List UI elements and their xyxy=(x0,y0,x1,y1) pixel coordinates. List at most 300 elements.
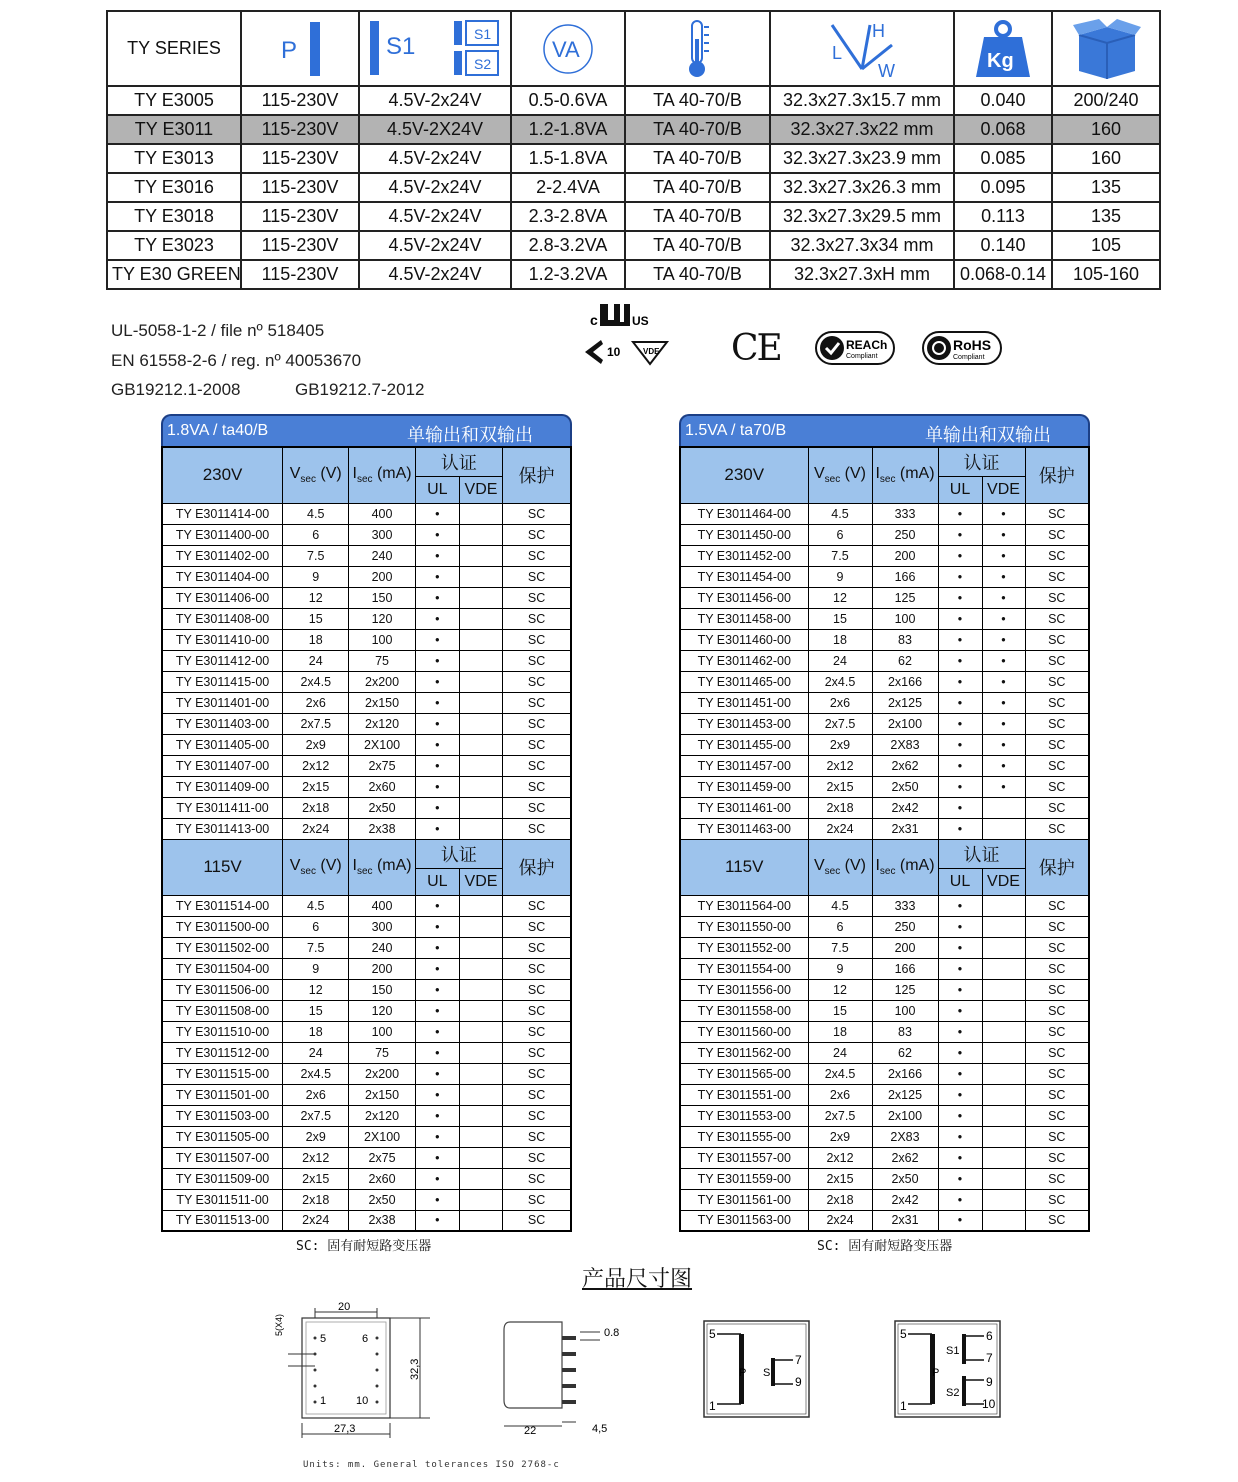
table-cell: TY E3011412-00 xyxy=(162,650,283,671)
table-cell: • xyxy=(982,671,1025,692)
table-cell: SC xyxy=(1025,818,1089,839)
table-row xyxy=(162,587,571,608)
side-view-drawing xyxy=(490,1310,630,1440)
table-cell: 2x9 xyxy=(808,1126,872,1147)
table-cell: SC xyxy=(1025,979,1089,1000)
table-cell: • xyxy=(938,545,982,566)
dimension-title: 产品尺寸图 xyxy=(582,1267,693,1292)
table-row xyxy=(680,916,1089,937)
series-cell: 1.5-1.8VA xyxy=(511,144,625,173)
sch1-pin-7: 7 xyxy=(795,1353,802,1367)
dim-side-depth: 22 xyxy=(524,1425,537,1437)
table-cell: 9 xyxy=(808,958,872,979)
table-cell: 2x18 xyxy=(808,797,872,818)
table-cell: TY E3011513-00 xyxy=(162,1210,283,1231)
ul-recognized-icon xyxy=(588,300,658,330)
standard-gb1: GB19212.1-2008 xyxy=(111,380,241,399)
table-cell: • xyxy=(938,979,982,1000)
table-cell: • xyxy=(938,587,982,608)
table-cell: SC xyxy=(503,608,571,629)
table-cell xyxy=(459,1189,502,1210)
cert-header: 认证 xyxy=(938,839,1025,868)
table-cell: 24 xyxy=(283,650,349,671)
table-cell: • xyxy=(938,671,982,692)
table-cell: • xyxy=(415,916,459,937)
pin-5-label: 5 xyxy=(320,1333,327,1345)
table-cell: 125 xyxy=(872,979,938,1000)
series-table xyxy=(106,10,1161,290)
table-cell: SC xyxy=(1025,608,1089,629)
table-cell: TY E3011562-00 xyxy=(680,1042,808,1063)
series-cell: 115-230V xyxy=(241,260,359,289)
table-cell: TY E3011505-00 xyxy=(162,1126,283,1147)
enec-vde-icon xyxy=(583,336,673,366)
table-cell: • xyxy=(415,818,459,839)
table-cell: SC xyxy=(503,1126,571,1147)
table-cell: TY E3011411-00 xyxy=(162,797,283,818)
table-cell: 2x24 xyxy=(808,818,872,839)
sch2-primary-label: P xyxy=(932,1367,940,1379)
table-cell: SC xyxy=(503,545,571,566)
series-cell: 4.5V-2x24V xyxy=(359,260,511,289)
table-row xyxy=(680,776,1089,797)
table-cell: • xyxy=(982,503,1025,524)
table-cell: • xyxy=(415,1000,459,1021)
ul-header: UL xyxy=(415,868,459,895)
series-cell: 105-160 xyxy=(1052,260,1160,289)
table-cell: SC xyxy=(503,1084,571,1105)
product-table-title xyxy=(679,414,1090,446)
table-cell: 240 xyxy=(349,937,415,958)
table-cell: TY E3011556-00 xyxy=(680,979,808,1000)
table-cell: • xyxy=(982,629,1025,650)
product-table-left xyxy=(161,414,572,1232)
table-cell: SC xyxy=(503,1105,571,1126)
table-cell: SC xyxy=(1025,587,1089,608)
table-cell: • xyxy=(938,1147,982,1168)
table-cell: 2X83 xyxy=(872,1126,938,1147)
secondary-dual-label-2: S2 xyxy=(474,55,492,72)
table-cell: TY E3011456-00 xyxy=(680,587,808,608)
table-cell: SC xyxy=(1025,895,1089,916)
table-cell xyxy=(459,650,502,671)
table-cell xyxy=(459,566,502,587)
table-row xyxy=(162,1021,571,1042)
table-row xyxy=(680,1189,1089,1210)
table-cell: • xyxy=(938,629,982,650)
table-cell xyxy=(982,1021,1025,1042)
table-cell: • xyxy=(415,776,459,797)
vsec-header xyxy=(808,839,872,895)
pin-6-label: 6 xyxy=(362,1333,369,1345)
table-cell: SC xyxy=(1025,629,1089,650)
table-cell xyxy=(459,979,502,1000)
table-cell: • xyxy=(415,566,459,587)
table-cell: TY E3011510-00 xyxy=(162,1021,283,1042)
table-cell: 6 xyxy=(808,916,872,937)
isec-unit: (mA) xyxy=(372,856,412,874)
series-cell: TY E3016 xyxy=(107,173,241,202)
series-cell: 115-230V xyxy=(241,173,359,202)
table-cell: SC xyxy=(503,713,571,734)
table-row xyxy=(680,979,1089,1000)
table-cell: 2x62 xyxy=(872,755,938,776)
table-cell: 2x7.5 xyxy=(283,1105,349,1126)
table-cell: 2x18 xyxy=(283,797,349,818)
table-row xyxy=(680,671,1089,692)
table-row xyxy=(680,1168,1089,1189)
table-cell: SC xyxy=(503,566,571,587)
table-cell: • xyxy=(415,524,459,545)
table-cell: • xyxy=(982,524,1025,545)
table-cell: • xyxy=(938,503,982,524)
table-cell: • xyxy=(938,1210,982,1231)
table-cell: SC xyxy=(503,1189,571,1210)
table-cell: TY E3011565-00 xyxy=(680,1063,808,1084)
voltage-header: 115V xyxy=(162,839,283,895)
table-cell xyxy=(459,1168,502,1189)
series-cell: 32.3x27.3x23.9 mm xyxy=(770,144,954,173)
sch1-pin-9: 9 xyxy=(795,1375,802,1389)
table-row xyxy=(680,566,1089,587)
table-cell: SC xyxy=(1025,776,1089,797)
table-cell: 4.5 xyxy=(808,503,872,524)
table-cell: 12 xyxy=(808,979,872,1000)
secondary-winding-icon xyxy=(370,19,500,79)
table-cell: • xyxy=(938,776,982,797)
table-cell: TY E3011514-00 xyxy=(162,895,283,916)
table-cell: • xyxy=(938,958,982,979)
table-cell: SC xyxy=(503,1021,571,1042)
table-cell: TY E3011554-00 xyxy=(680,958,808,979)
table-cell: 2x6 xyxy=(808,692,872,713)
table-cell: 240 xyxy=(349,545,415,566)
table-cell: SC xyxy=(503,503,571,524)
vde-header: VDE xyxy=(982,476,1025,503)
series-row xyxy=(107,202,1160,231)
table-cell: TY E3011402-00 xyxy=(162,545,283,566)
vsec-subscript: sec xyxy=(824,474,841,486)
table-cell: 200 xyxy=(872,545,938,566)
table-cell: 2x150 xyxy=(349,1084,415,1105)
secondary-single-label: S1 xyxy=(386,32,416,60)
table-row xyxy=(162,1126,571,1147)
table-cell: SC xyxy=(503,524,571,545)
table-cell: TY E3011500-00 xyxy=(162,916,283,937)
table-cell: SC xyxy=(1025,1021,1089,1042)
table-cell xyxy=(459,734,502,755)
table-cell: 2x6 xyxy=(808,1084,872,1105)
table-cell: 150 xyxy=(349,979,415,1000)
table-cell: 400 xyxy=(349,895,415,916)
table-note-right: SC: 固有耐短路变压器 xyxy=(817,1239,953,1254)
table-cell xyxy=(459,1042,502,1063)
table-cell: • xyxy=(415,734,459,755)
cert-header: 认证 xyxy=(415,839,502,868)
header-row xyxy=(680,839,1089,868)
table-cell: 2X83 xyxy=(872,734,938,755)
table-row xyxy=(162,545,571,566)
series-cell: 0.068 xyxy=(954,115,1052,144)
table-cell: 2x38 xyxy=(349,818,415,839)
vsec-unit: (V) xyxy=(840,465,866,483)
table-cell: 18 xyxy=(283,629,349,650)
vsec-header xyxy=(808,447,872,503)
table-cell: 2x50 xyxy=(872,776,938,797)
isec-subscript: sec xyxy=(879,474,896,486)
table-cell: 9 xyxy=(283,958,349,979)
table-cell: 166 xyxy=(872,958,938,979)
table-cell: 6 xyxy=(808,524,872,545)
table-cell: 2x7.5 xyxy=(283,713,349,734)
table-cell: 2x50 xyxy=(349,797,415,818)
table-row xyxy=(680,650,1089,671)
table-cell xyxy=(982,797,1025,818)
rohs-sub: Compliant xyxy=(953,354,985,361)
series-cell: 160 xyxy=(1052,144,1160,173)
table-cell: 120 xyxy=(349,1000,415,1021)
table-row xyxy=(162,692,571,713)
table-cell: • xyxy=(415,937,459,958)
table-cell: 18 xyxy=(808,1021,872,1042)
table-row xyxy=(680,734,1089,755)
standard-ul: UL-5058-1-2 / file nº 518405 xyxy=(111,321,325,340)
table-row xyxy=(680,1042,1089,1063)
table-cell: 400 xyxy=(349,503,415,524)
table-cell: SC xyxy=(503,776,571,797)
voltage-header: 230V xyxy=(680,447,808,503)
table-cell: • xyxy=(982,734,1025,755)
isec-subscript: sec xyxy=(879,866,896,878)
series-cell: TY E30 GREEN xyxy=(107,260,241,289)
table-cell: • xyxy=(415,545,459,566)
table-row xyxy=(162,755,571,776)
series-cell: 105 xyxy=(1052,231,1160,260)
table-cell: 4.5 xyxy=(283,895,349,916)
isec-subscript: sec xyxy=(356,474,373,486)
table-cell: TY E3011558-00 xyxy=(680,1000,808,1021)
dimensions-icon xyxy=(822,19,902,79)
sch2-pin-1: 1 xyxy=(900,1399,907,1413)
table-cell: SC xyxy=(1025,524,1089,545)
table-cell: SC xyxy=(503,1000,571,1021)
table-cell: TY E3011465-00 xyxy=(680,671,808,692)
table-cell: 2x42 xyxy=(872,1189,938,1210)
table-cell: • xyxy=(982,692,1025,713)
table-cell: TY E3011511-00 xyxy=(162,1189,283,1210)
series-cell: 32.3x27.3x29.5 mm xyxy=(770,202,954,231)
vde-header: VDE xyxy=(459,868,502,895)
table-cell: TY E3011551-00 xyxy=(680,1084,808,1105)
table-cell: 120 xyxy=(349,608,415,629)
table-cell xyxy=(459,1000,502,1021)
table-cell: • xyxy=(938,1021,982,1042)
table-cell: 2x120 xyxy=(349,1105,415,1126)
table-cell: 2x24 xyxy=(808,1210,872,1231)
table-cell: SC xyxy=(1025,734,1089,755)
table-cell: 2x38 xyxy=(349,1210,415,1231)
series-row xyxy=(107,144,1160,173)
table-cell: SC xyxy=(1025,1126,1089,1147)
table-row xyxy=(680,1105,1089,1126)
ce-mark: CE xyxy=(731,328,781,369)
table-cell xyxy=(459,797,502,818)
table-row xyxy=(162,671,571,692)
voltage-header: 115V xyxy=(680,839,808,895)
table-cell: TY E3011564-00 xyxy=(680,895,808,916)
table-cell xyxy=(459,958,502,979)
table-cell: TY E3011502-00 xyxy=(162,937,283,958)
table-cell: • xyxy=(415,979,459,1000)
header-row xyxy=(162,839,571,868)
table-note-left: SC: 固有耐短路变压器 xyxy=(296,1239,432,1254)
table-cell: TY E3011508-00 xyxy=(162,1000,283,1021)
table-cell: TY E3011451-00 xyxy=(680,692,808,713)
table-row xyxy=(162,629,571,650)
table-cell: • xyxy=(938,524,982,545)
series-cell: 0.140 xyxy=(954,231,1052,260)
table-cell: 100 xyxy=(872,1000,938,1021)
series-cell: 1.2-1.8VA xyxy=(511,115,625,144)
table-cell: TY E3011509-00 xyxy=(162,1168,283,1189)
series-cell: 115-230V xyxy=(241,86,359,115)
table-cell: • xyxy=(415,1168,459,1189)
table-cell: TY E3011401-00 xyxy=(162,692,283,713)
table-row xyxy=(162,818,571,839)
table-cell: 250 xyxy=(872,916,938,937)
isec-unit: (mA) xyxy=(372,465,412,483)
series-cell: TY E3023 xyxy=(107,231,241,260)
table-cell xyxy=(459,671,502,692)
table-cell: SC xyxy=(503,734,571,755)
table-row xyxy=(162,566,571,587)
series-row xyxy=(107,260,1160,289)
table-cell xyxy=(982,1000,1025,1021)
table-cell: TY E3011504-00 xyxy=(162,958,283,979)
table-cell: SC xyxy=(1025,1042,1089,1063)
cert-header: 认证 xyxy=(415,447,502,476)
reach-icon xyxy=(815,331,895,365)
table-cell: SC xyxy=(503,587,571,608)
weight-kg-icon xyxy=(974,19,1032,79)
table-cell: TY E3011559-00 xyxy=(680,1168,808,1189)
table-cell: 24 xyxy=(283,1042,349,1063)
series-row xyxy=(107,231,1160,260)
table-cell xyxy=(459,937,502,958)
table-cell: TY E3011413-00 xyxy=(162,818,283,839)
table-cell: TY E3011553-00 xyxy=(680,1105,808,1126)
table-cell: TY E3011408-00 xyxy=(162,608,283,629)
vsec-symbol: V xyxy=(289,465,301,483)
series-cell: 2-2.4VA xyxy=(511,173,625,202)
svg-text:VDE: VDE xyxy=(643,347,660,356)
table-row xyxy=(680,503,1089,524)
table-cell: 12 xyxy=(808,587,872,608)
table-cell: 7.5 xyxy=(808,937,872,958)
table-cell xyxy=(982,1105,1025,1126)
table-cell: • xyxy=(415,671,459,692)
series-cell: 115-230V xyxy=(241,144,359,173)
table-cell: TY E3011561-00 xyxy=(680,1189,808,1210)
table-cell: SC xyxy=(1025,671,1089,692)
sch1-primary-label: P xyxy=(739,1367,747,1379)
ul-us-mark: US xyxy=(632,314,649,328)
table-cell xyxy=(459,755,502,776)
dim-top-width: 20 xyxy=(338,1301,351,1313)
table-cell: • xyxy=(415,958,459,979)
series-cell: 135 xyxy=(1052,202,1160,231)
table-cell: TY E3011410-00 xyxy=(162,629,283,650)
product-grid xyxy=(679,446,1090,1232)
table-cell: 2x31 xyxy=(872,818,938,839)
table-cell: • xyxy=(415,1189,459,1210)
series-cell: 160 xyxy=(1052,115,1160,144)
standard-gb2: GB19212.7-2012 xyxy=(295,380,425,399)
sch2-pin-10: 10 xyxy=(982,1397,996,1411)
table-cell: • xyxy=(938,1063,982,1084)
table-cell: • xyxy=(415,1021,459,1042)
table-cell: TY E3011460-00 xyxy=(680,629,808,650)
table-cell: • xyxy=(982,650,1025,671)
dim-h-label: H xyxy=(872,20,885,41)
table-row xyxy=(680,937,1089,958)
table-cell: 2x7.5 xyxy=(808,713,872,734)
table-cell: • xyxy=(938,734,982,755)
table-row xyxy=(162,608,571,629)
header-row xyxy=(162,447,571,476)
table-cell: 200 xyxy=(872,937,938,958)
table-cell: SC xyxy=(1025,692,1089,713)
table-cell: 100 xyxy=(349,1021,415,1042)
product-table-title xyxy=(161,414,572,446)
series-cell: 4.5V-2x24V xyxy=(359,144,511,173)
table-cell: TY E3011452-00 xyxy=(680,545,808,566)
table-row xyxy=(680,958,1089,979)
table-cell: 2x100 xyxy=(872,1105,938,1126)
table-cell: SC xyxy=(1025,797,1089,818)
table-cell: 12 xyxy=(283,979,349,1000)
table-cell: 2x166 xyxy=(872,1063,938,1084)
table-row xyxy=(162,650,571,671)
table-row xyxy=(162,524,571,545)
voltage-header: 230V xyxy=(162,447,283,503)
table-cell: TY E3011560-00 xyxy=(680,1021,808,1042)
table-cell xyxy=(459,818,502,839)
table-cell: • xyxy=(938,797,982,818)
table-cell xyxy=(982,1084,1025,1105)
table-cell: 24 xyxy=(808,650,872,671)
table-row xyxy=(680,1000,1089,1021)
sch1-pin-1: 1 xyxy=(709,1399,716,1413)
series-cell: 4.5V-2x24V xyxy=(359,86,511,115)
table-cell: 15 xyxy=(808,1000,872,1021)
table-cell: • xyxy=(938,916,982,937)
header-row xyxy=(680,447,1089,476)
table-cell: • xyxy=(982,755,1025,776)
rohs-label: RoHS xyxy=(953,337,992,353)
table-cell xyxy=(982,958,1025,979)
table-cell: • xyxy=(938,566,982,587)
reach-sub: Compliant xyxy=(846,353,878,360)
table-cell: SC xyxy=(503,1147,571,1168)
table-cell: SC xyxy=(1025,713,1089,734)
table-cell: TY E3011459-00 xyxy=(680,776,808,797)
table-cell xyxy=(459,1063,502,1084)
pin-1-label: 1 xyxy=(320,1395,327,1407)
table-cell: TY E3011503-00 xyxy=(162,1105,283,1126)
table-cell: SC xyxy=(1025,566,1089,587)
table-cell: SC xyxy=(503,1063,571,1084)
